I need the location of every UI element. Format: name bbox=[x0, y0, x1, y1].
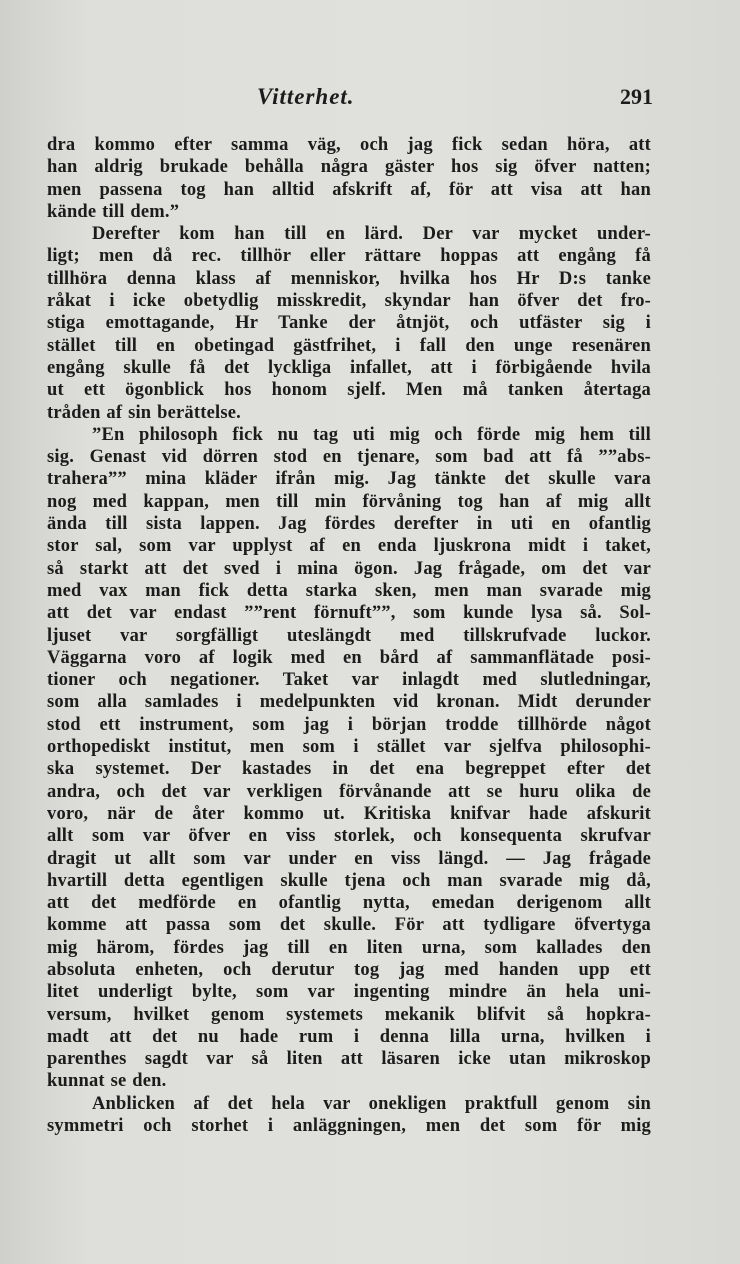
text-line: orthopediskt institut, men som i stället var sjelfva philosophi- bbox=[47, 737, 651, 758]
text-line: så starkt att det sved i mina ögon. Jag frågade, om det var bbox=[47, 558, 651, 579]
text-line: stod ett instrument, som jag i början trodde tillhörde något bbox=[47, 714, 651, 735]
text-line: ska systemet. Der kastades in det ena begreppet efter det bbox=[47, 759, 651, 780]
text-line: att det medförde en ofantlig nytta, emedan derigenom allt bbox=[47, 893, 651, 914]
text-line: absoluta enheten, och derutur tog jag med handen upp ett bbox=[47, 959, 651, 980]
text-line: ljuset var sorgfälligt uteslängdt med tillskrufvade luckor. bbox=[47, 625, 651, 646]
text-line: dragit ut allt som var under en viss längd. — Jag frågade bbox=[47, 848, 651, 869]
text-line: symmetri och storhet i anläggningen, men det som för mig bbox=[47, 1116, 651, 1137]
text-line: råkat i icke obetydlig misskredit, skyndar han öfver det fro- bbox=[47, 291, 651, 312]
text-line: kände till dem.” bbox=[47, 201, 180, 222]
text-line: ända till sista lappen. Jag fördes derefter in uti en ofantlig bbox=[47, 514, 651, 535]
text-line: tråden af sin berättelse. bbox=[47, 402, 241, 423]
body-text bbox=[47, 134, 651, 1137]
text-line: parenthes sagdt var så liten att läsaren icke utan mikroskop bbox=[47, 1049, 651, 1070]
text-line: Anblicken af det hela var onekligen praktfull genom sin bbox=[92, 1093, 651, 1114]
text-line: tioner och negationer. Taket var inlagdt med slutledningar, bbox=[47, 670, 651, 691]
text-line: stiga emottagande, Hr Tanke der åtnjöt, och utfäster sig i bbox=[47, 313, 651, 334]
text-line: stor sal, som var upplyst af en enda ljuskrona midt i taket, bbox=[47, 536, 651, 557]
text-line: men passena tog han alltid afskrift af, för att visa att han bbox=[47, 179, 651, 200]
text-line: ligt; men då rec. tillhör eller rättare hoppas att engång få bbox=[47, 246, 651, 267]
text-line: tillhöra denna klass af menniskor, hvilka hos Hr D:s tanke bbox=[47, 268, 651, 289]
text-line: hvartill detta egentligen skulle tjena och man svarade mig då, bbox=[47, 870, 651, 891]
text-line: madt att det nu hade rum i denna lilla urna, hvilken i bbox=[47, 1026, 651, 1047]
text-line: nog med kappan, men till min förvåning tog han af mig allt bbox=[47, 491, 651, 512]
text-line: voro, när de åter kommo ut. Kritiska knifvar hade afskurit bbox=[47, 803, 651, 824]
text-line: han aldrig brukade behålla några gäster hos sig öfver natten; bbox=[47, 157, 651, 178]
text-line: Väggarna voro af logik med en bård af sammanflätade posi- bbox=[47, 647, 651, 668]
text-line: stället till en obetingad gästfrihet, i fall den unge resenären bbox=[47, 335, 651, 356]
text-line: litet underligt bylte, som var ingenting mindre än hela uni- bbox=[47, 982, 651, 1003]
text-line: ut ett ögonblick hos honom sjelf. Men må tanken återtaga bbox=[47, 380, 651, 401]
text-line: som alla samlades i medelpunkten vid kronan. Midt derunder bbox=[47, 692, 651, 713]
text-line: Derefter kom han till en lärd. Der var mycket under- bbox=[92, 224, 651, 245]
text-line: att det var endast ””rent förnuft””, som kunde lysa så. Sol- bbox=[47, 603, 651, 624]
page-header bbox=[47, 84, 653, 114]
text-line: trahera”” mina kläder ifrån mig. Jag tänkte det skulle vara bbox=[47, 469, 651, 490]
page-number: 291 bbox=[620, 84, 653, 109]
text-line: andra, och det var verkligen förvånande att se huru olika de bbox=[47, 781, 651, 802]
text-line: versum, hvilket genom systemets mekanik blifvit så hopkra- bbox=[47, 1004, 651, 1025]
text-line: komme att passa som det skulle. För att tydligare öfvertyga bbox=[47, 915, 651, 936]
text-line: kunnat se den. bbox=[47, 1071, 167, 1092]
running-title: Vitterhet. bbox=[257, 84, 355, 109]
text-line: ”En philosoph fick nu tag uti mig och förde mig hem till bbox=[92, 424, 651, 445]
text-line: mig härom, fördes jag till en liten urna, som kallades den bbox=[47, 937, 651, 958]
text-line: allt som var öfver en viss storlek, och konsequenta skrufvar bbox=[47, 826, 651, 847]
text-line: dra kommo efter samma väg, och jag fick sedan höra, att bbox=[47, 135, 651, 155]
text-line: med vax man fick detta starka sken, men man svarade mig bbox=[47, 580, 651, 601]
text-line: sig. Genast vid dörren stod en tjenare, som bad att få ””abs- bbox=[47, 447, 651, 468]
text-line: engång skulle få det lyckliga infallet, att i förbigående hvila bbox=[47, 357, 651, 378]
